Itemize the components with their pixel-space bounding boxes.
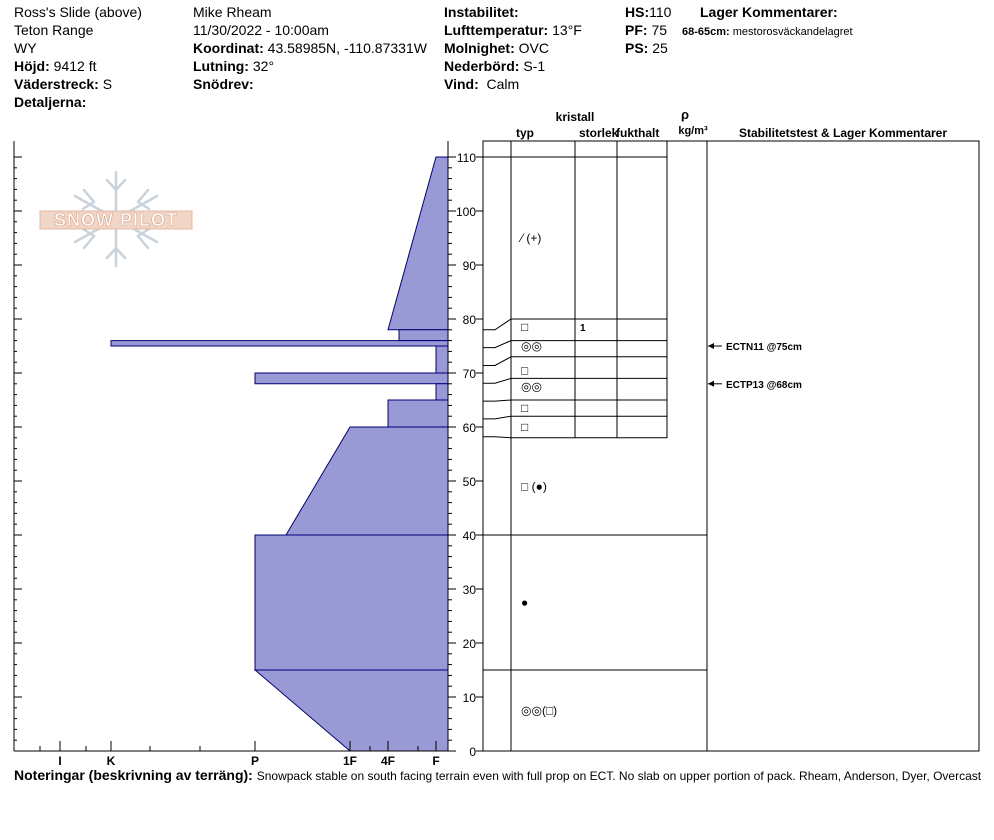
- layer-connector: [483, 341, 511, 348]
- instability-label: Instabilitet:: [444, 4, 519, 20]
- crystal-type-symbol: □ (●): [521, 479, 547, 494]
- crystal-type-symbols: [518, 231, 586, 718]
- obs-datetime: 11/30/2022 - 10:00am: [193, 22, 329, 38]
- hardness-layer-9: [255, 670, 448, 751]
- hardness-layer-0: [388, 157, 448, 330]
- sky-value: OVC: [518, 40, 549, 56]
- details-label: Detaljerna:: [14, 94, 87, 110]
- layer-connector: [483, 400, 511, 401]
- depth-tick-label: 0: [469, 745, 476, 759]
- crystal-size-value: 1: [580, 323, 586, 335]
- layer-connector: [483, 319, 511, 330]
- left-axis-ticks: [14, 157, 22, 751]
- depth-tick-label: 50: [462, 475, 476, 489]
- hardness-label: I: [58, 754, 62, 768]
- logo-text: SNOW PILOT: [54, 210, 178, 230]
- depth-tick-label: 30: [462, 583, 476, 597]
- observer-name: Mike Rheam: [193, 4, 272, 20]
- elevation-value: 9412 ft: [53, 58, 97, 74]
- col-header-rho: ρ: [680, 107, 690, 122]
- layer-connector: [483, 437, 511, 438]
- layer-connector: [483, 378, 511, 383]
- layer-table-frame: [483, 141, 979, 751]
- depth-tick-label: 80: [462, 313, 476, 327]
- col-header-size: storlek: [579, 126, 619, 140]
- arrow-head-icon: [708, 343, 714, 349]
- hardness-label: 4F: [380, 754, 396, 768]
- layer-comments-label: Lager Kommentarer:: [700, 4, 838, 20]
- hardness-layer-6: [388, 400, 448, 427]
- precip-label: Nederbörd:: [444, 58, 520, 74]
- layer-comment-text: mestorosväckandelagret: [732, 26, 853, 38]
- ps-label: PS:: [625, 40, 649, 56]
- ps-value: 25: [652, 40, 668, 56]
- air-temp-value: 13°F: [552, 22, 582, 38]
- crystal-type-symbol: □: [521, 401, 529, 416]
- depth-tick-label: 90: [462, 259, 476, 273]
- col-header-moisture: fukthalt: [616, 126, 660, 140]
- depth-axis-labels: [448, 151, 483, 759]
- notes-text: Snowpack stable on south facing terrain even with full prop on ECT. No slab on upper portion of pack. Rheam, Anderson, Dyer, Overcast: [256, 769, 982, 783]
- wind-label: Vind:: [444, 76, 479, 92]
- col-header-crystal: kristall: [555, 110, 595, 124]
- crystal-type-symbol: ◎◎: [521, 339, 542, 353]
- depth-tick-label: 10: [462, 691, 476, 705]
- hardness-label: F: [432, 754, 440, 768]
- notes-row: [14, 767, 994, 784]
- col-header-density-unit: kg/m³: [678, 125, 708, 137]
- hs-label: HS:: [625, 4, 650, 20]
- elevation-label: Höjd:: [14, 58, 50, 74]
- aspect-label: Väderstreck:: [14, 76, 99, 92]
- stability-test-label: ECTN11 @75cm: [726, 342, 802, 353]
- layer-comment-depth: 68-65cm:: [682, 26, 730, 38]
- notes-label: Noteringar (beskrivning av terräng):: [14, 767, 253, 783]
- aspect-value: S: [102, 76, 113, 92]
- depth-tick-label: 20: [462, 637, 476, 651]
- arrow-head-icon: [708, 381, 714, 387]
- hardness-layer-8: [255, 535, 448, 670]
- wind-value: Calm: [486, 76, 520, 92]
- hardness-profile: [111, 157, 448, 751]
- layer-connector: [483, 357, 511, 366]
- range-name: Teton Range: [14, 22, 94, 38]
- depth-tick-label: 60: [462, 421, 476, 435]
- hardness-layer-5: [436, 384, 448, 400]
- stability-test-label: ECTP13 @68cm: [726, 379, 802, 391]
- crystal-type-symbol: ●: [521, 595, 529, 610]
- col-header-type: typ: [516, 126, 534, 140]
- coord-label: Koordinat:: [193, 40, 264, 56]
- air-temp-label: Lufttemperatur:: [444, 22, 549, 38]
- location-name: Ross's Slide (above): [14, 4, 142, 20]
- sky-label: Molnighet:: [444, 40, 515, 56]
- crystal-type-symbol: ◎◎: [521, 379, 542, 394]
- crystal-type-symbol: ◎◎(□): [521, 703, 558, 718]
- hardness-layer-7: [286, 427, 448, 535]
- state-name: WY: [14, 40, 37, 56]
- crystal-type-symbol: □: [521, 420, 529, 434]
- hardness-layer-1: [399, 330, 448, 341]
- hs-value: 110: [649, 4, 672, 20]
- depth-tick-label: 40: [462, 529, 476, 543]
- depth-tick-label: 70: [462, 367, 476, 381]
- hardness-label: 1F: [342, 754, 358, 768]
- col-header-stability: Stabilitetstest & Lager Kommentarer: [738, 126, 948, 140]
- crystal-type-symbol: □: [521, 320, 529, 335]
- snowpilot-logo: [40, 172, 192, 266]
- hardness-layer-2: [111, 341, 448, 346]
- depth-tick-label: 110: [456, 151, 476, 165]
- wind-loading-label: Snödrev:: [193, 76, 254, 92]
- hardness-layer-3: [436, 346, 448, 373]
- layer-boundaries: [483, 157, 707, 670]
- hardness-label: P: [250, 754, 260, 768]
- layer-connector: [483, 416, 511, 419]
- precip-value: S-1: [523, 58, 546, 74]
- coord-value: 43.58985N, -110.87331W: [267, 40, 427, 56]
- hardness-label: K: [106, 754, 116, 768]
- slope-label: Lutning:: [193, 58, 249, 74]
- pf-label: PF:: [625, 22, 648, 38]
- slope-value: 32°: [252, 58, 275, 74]
- hardness-layer-4: [255, 373, 448, 384]
- pf-value: 75: [651, 22, 668, 38]
- crystal-type-symbol: □: [521, 363, 529, 378]
- depth-tick-label: 100: [455, 205, 476, 219]
- crystal-type-symbol: ⁄ (+): [521, 231, 542, 245]
- stability-tests: [708, 342, 802, 391]
